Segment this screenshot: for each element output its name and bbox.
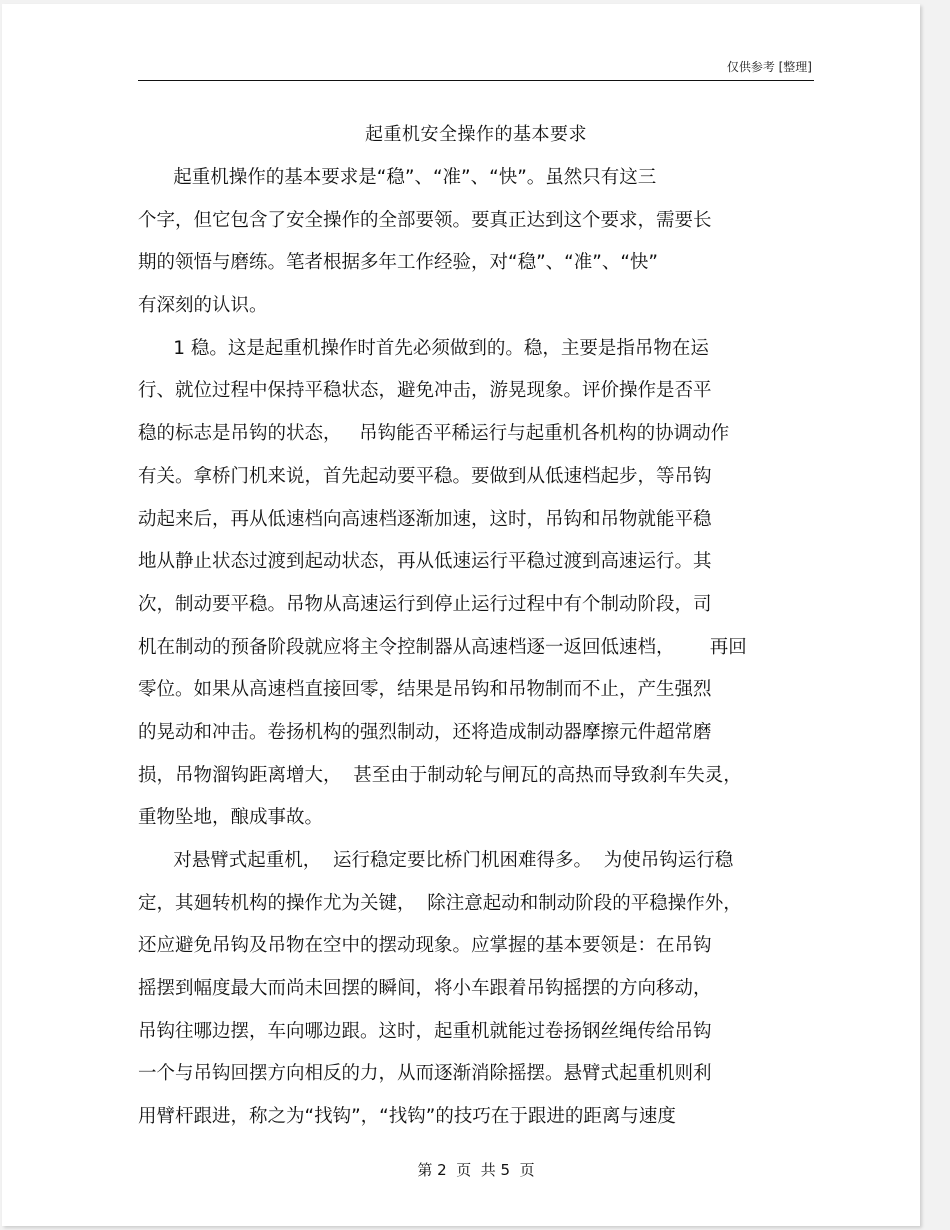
body-line: 地从静止状态过渡到起动状态，再从低速运行平稳过渡到高速运行。其 (138, 551, 712, 573)
body-line: 摇摆到幅度最大而尚未回摆的瞬间，将小车跟着吊钩摇摆的方向移动， (138, 978, 712, 1000)
body-line: 机在制动的预备阶段就应将主令控制器从高速档逐一返回低速档， 再回 (138, 636, 747, 658)
document-title: 起重机安全操作的基本要求 (365, 124, 587, 145)
body-line: 还应避免吊钩及吊物在空中的摆动现象。应掌握的基本要领是：在吊钩 (138, 935, 712, 957)
header-note: 仅供参考 [整理] (726, 60, 812, 74)
body-line: 对悬臂式起重机， 运行稳定要比桥门机困难得多。 为使吊钩运行稳 (138, 850, 734, 871)
body-line: 的晃动和冲击。卷扬机构的强烈制动，还将造成制动器摩擦元件超常磨 (138, 721, 712, 743)
body-line: 个字，但它包含了安全操作的全部要领。要真正达到这个要求，需要长 (138, 209, 712, 231)
body-line: 有深刻的认识。 (138, 295, 268, 317)
page-header (138, 54, 814, 81)
body-line: 一个与吊钩回摆方向相反的力，从而逐渐消除摇摆。悬臂式起重机则利 (138, 1063, 712, 1085)
body-line: 期的领悟与磨练。笔者根据多年工作经验，对“稳”、“准”、“快” (138, 252, 659, 274)
document-body (138, 157, 814, 1139)
body-line: 吊钩往哪边摆，车向哪边跟。这时，起重机就能过卷扬钢丝绳传给吊钩 (138, 1020, 712, 1042)
body-line: 用臂杆跟进，称之为“找钩”，“找钩”的技巧在于跟进的距离与速度 (138, 1106, 676, 1128)
body-line: 重物坠地，酿成事故。 (138, 807, 324, 829)
document-page (2, 4, 920, 1226)
body-line: 稳的标志是吊钩的状态， 吊钩能否平稀运行与起重机各机构的协调动作 (138, 423, 730, 445)
body-line: 有关。拿桥门机来说，首先起动要平稳。要做到从低速档起步，等吊钩 (138, 465, 712, 487)
page-number: 第 2 页 共 5 页 (417, 1161, 535, 1179)
body-line: 零位。如果从高速档直接回零，结果是吊钩和吊物制而不止，产生强烈 (138, 679, 712, 701)
body-line: 1 稳。这是起重机操作时首先必须做到的。稳，主要是指吊物在运 (138, 337, 709, 359)
body-line: 起重机操作的基本要求是“稳”、“准”、“快”。虽然只有这三 (138, 167, 657, 188)
body-line: 损，吊物溜钩距离增大， 甚至由于制动轮与闸瓦的高热而导致刹车失灵， (138, 764, 742, 786)
body-line: 动起来后，再从低速档向高速档逐渐加速，这时，吊钩和吊物就能平稳 (138, 508, 712, 530)
body-line: 行、就位过程中保持平稳状态，避免冲击，游晃现象。评价操作是否平 (138, 380, 712, 402)
body-line: 定，其廻转机构的操作尤为关键， 除注意起动和制动阶段的平稳操作外， (138, 892, 742, 914)
body-line: 次，制动要平稳。吊物从高速运行到停止运行过程中有个制动阶段，司 (138, 593, 712, 615)
